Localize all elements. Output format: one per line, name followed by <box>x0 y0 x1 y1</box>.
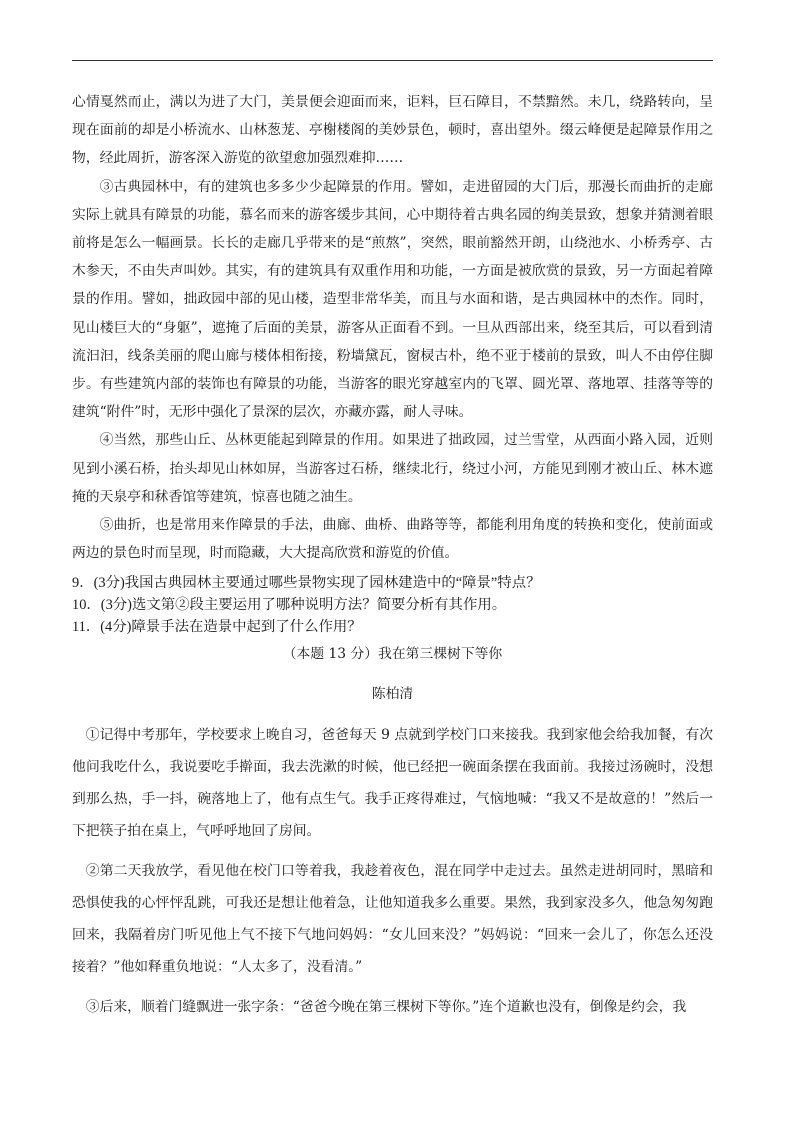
page-content <box>72 88 713 1023</box>
passage-paragraph-5: ⑤曲折，也是常用来作障景的手法，曲廊、曲桥、曲路等等，都能利用角度的转换和变化，使前面或两边的景色时而呈现，时而隐藏，大大提高欣赏和游览的价值。 <box>72 517 713 562</box>
story-paragraph-1: ①记得中考那年，学校要求上晚自习，爸爸每天 9 点就到学校门口来接我。我到家他会给我加餐，有次他问我吃什么，我说要吃手擀面，我去洗漱的时候，他已经把一碗面条摆在我面前。我接过汤碗时，没想到那么热，手一抖，碗落地上了，他有点生气。我手正疼得难过，气恼地喊：“我又不是故意的！”然后一下把筷子拍在桌上，气呼呼地回了房间。 <box>72 727 713 840</box>
question-10: 10．(3分)选文第②段主要运用了哪种说明方法？简要分析有其作用。 <box>72 597 507 614</box>
passage-paragraph-4: ④当然，那些山丘、丛林更能起到障景的作用。如果进了拙政园，过兰雪堂，从西面小路入园，近则见到小溪石桥，抬头却见山林如屏，当游客过石桥，继续北行，绕过小河，方能见到刚才被山丘、林木遮掩的天泉亭和秫香馆等建筑，惊喜也随之油生。 <box>72 432 713 505</box>
story-author: 陈柏清 <box>371 686 414 703</box>
story-paragraph-2: ②第二天我放学，看见他在校门口等着我，我趁着夜色，混在同学中走过去。虽然走进胡同时，黑暗和恐惧使我的心怦怦乱跳，可我还是想让他着急，让他知道我多么重要。果然，我到家没多久，他急匆匆跑回来，我隔着房门听见他上气不接下气地问妈妈：“女儿回来没？”妈妈说：“回来一会儿了，你怎么还没接着？”他如释重负地说：“人太多了，没看清。” <box>72 863 713 976</box>
question-9: 9．(3分)我国古典园林主要通过哪些景物实现了园林建造中的“障景”特点？ <box>72 575 541 592</box>
question-11: 11．(4分)障景手法在造景中起到了什么作用？ <box>72 619 362 636</box>
header-rule <box>72 60 713 61</box>
story-paragraph-3: ③后来，顺着门缝飘进一张字条：“爸爸今晚在第三棵树下等你。”连个道歉也没有，倒像是约会，我 <box>85 999 687 1016</box>
passage-paragraph-intro: 心情戛然而止，满以为进了大门，美景便会迎面而来，讵料，巨石障目，不禁黯然。未几，绕路转向，呈现在面前的却是小桥流水、山林葱茏、亭榭楼阁的美妙景色，顿时，喜出望外。缀云峰便是起障景作用之物，经此周折，游客深入游览的欲望愈加强烈难抑…… <box>72 94 713 167</box>
story-heading: （本题 13 分）我在第三棵树下等你 <box>282 646 503 663</box>
passage-paragraph-3: ③古典园林中，有的建筑也多多少少起障景的作用。譬如，走进留园的大门后，那漫长而曲折的走廊实际上就具有障景的功能，慕名而来的游客缓步其间，心中期待着古典名园的绚美景致，想象并猜测着眼前将是怎么一幅画景。长长的走廊几乎带来的是“煎熬”，突然，眼前豁然开朗，山绕池水、小桥秀亭、古木参天，不由失声叫妙。其实，有的建筑具有双重作用和功能，一方面是被欣赏的景致，另一方面起着障景的作用。譬如，拙政园中部的见山楼，造型非常华美，而且与水面和谐，是古典园林中的杰作。同时，见山楼巨大的“身躯”，遮掩了后面的美景，游客从正面看不到。一旦从西部出来，绕至其后，可以看到清流汩汩，线条美丽的爬山廊与楼体相衔接，粉墙黛瓦，窗棂古朴，绝不亚于楼前的景致，叫人不由停住脚步。有些建筑内部的装饰也有障景的功能，当游客的眼光穿越室内的飞罩、圆光罩、落地罩、挂落等等的建筑“附件”时，无形中强化了景深的层次，亦藏亦露，耐人寻味。 <box>72 178 713 421</box>
